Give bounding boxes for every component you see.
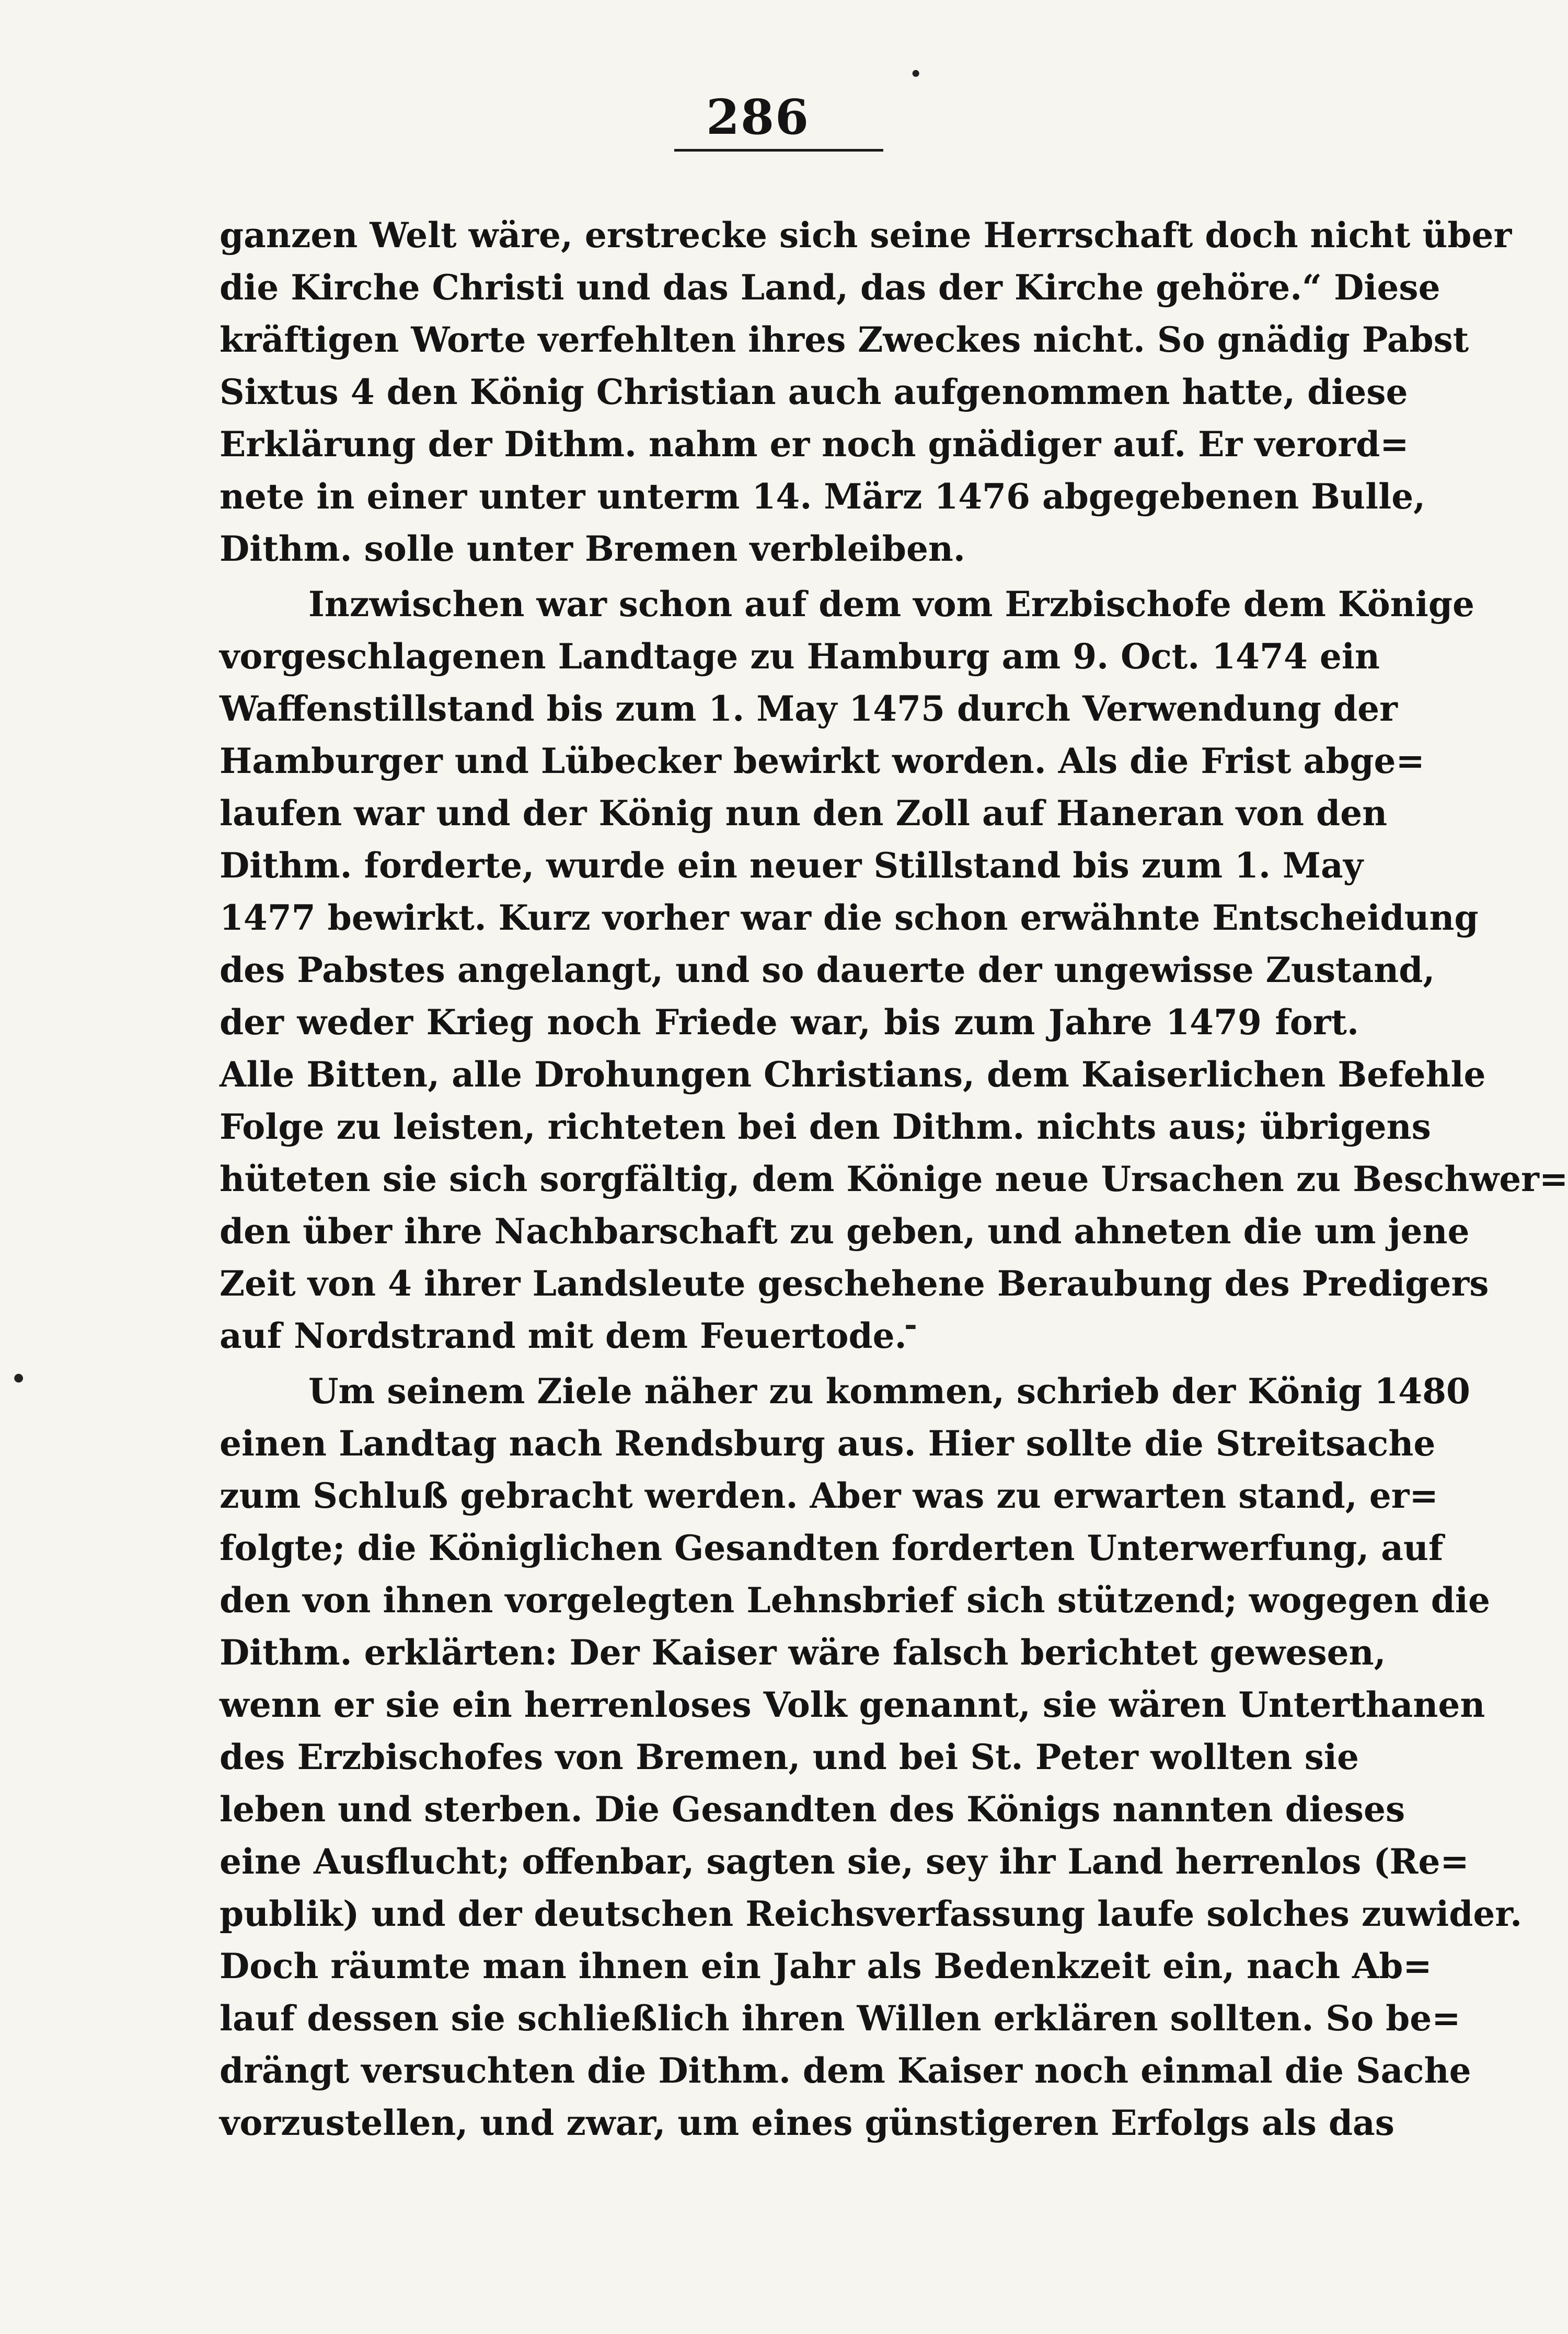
text-line: Dithm. erklärten: Der Kaiser wäre falsch berichtet gewesen, — [220, 1632, 1386, 1673]
text-line: Dithm. forderte, wurde ein neuer Stillstand bis zum 1. May — [220, 845, 1364, 886]
text-line: ganzen Welt wäre, erstrecke sich seine Herrschaft doch nicht über — [220, 215, 1512, 256]
text-line: drängt versuchten die Dithm. dem Kaiser noch einmal die Sache — [220, 2050, 1471, 2091]
text-line: vorzustellen, und zwar, um eines günstigeren Erfolgs als das — [220, 2102, 1394, 2143]
text-line: hüteten sie sich sorgfältig, dem Könige neue Ursachen zu Beschwer= — [220, 1159, 1568, 1199]
text-line: publik) und der deutschen Reichsverfassung laufe solches zuwider. — [220, 1893, 1523, 1934]
text-line: des Erzbischofes von Bremen, und bei St. Peter wollten sie — [220, 1737, 1359, 1777]
stray-mark: . — [10, 1338, 27, 1393]
text-line: den von ihnen vorgelegten Lehnsbrief sich stützend; wogegen die — [220, 1580, 1490, 1621]
text-line: auf Nordstrand mit dem Feuertode. — [220, 1315, 907, 1356]
stray-mark: . — [909, 42, 923, 85]
text-line: 1477 bewirkt. Kurz vorher war die schon erwähnte Entscheidung — [220, 897, 1479, 938]
text-line: nete in einer unter unterm 14. März 1476 abgegebenen Bulle, — [220, 476, 1426, 517]
text-line: des Pabstes angelangt, und so dauerte der ungewisse Zustand, — [220, 950, 1435, 990]
text-line: kräftigen Worte verfehlten ihres Zweckes nicht. So gnädig Pabst — [220, 319, 1469, 360]
text-line: lauf dessen sie schließlich ihren Willen erklären sollten. So be= — [220, 1998, 1461, 2039]
text-line: Waffenstillstand bis zum 1. May 1475 durch Verwendung der — [220, 688, 1398, 729]
text-line: Folge zu leisten, richteten bei den Dithm. nichts aus; übrigens — [220, 1106, 1431, 1147]
text-line: die Kirche Christi und das Land, das der Kirche gehöre.“ Diese — [220, 267, 1440, 308]
text-line: folgte; die Königlichen Gesandten forderten Unterwerfung, auf — [220, 1528, 1444, 1568]
paragraph — [220, 209, 1512, 575]
paragraph — [220, 1365, 1523, 2149]
text-line: wenn er sie ein herrenloses Volk genannt, sie wären Unterthanen — [220, 1684, 1485, 1725]
stray-mark: - — [904, 1307, 917, 1343]
text-line: einen Landtag nach Rendsburg aus. Hier sollte die Streitsache — [220, 1423, 1436, 1464]
text-line: der weder Krieg noch Friede war, bis zum Jahre 1479 fort. — [220, 1002, 1359, 1043]
text-line: den über ihre Nachbarschaft zu geben, und ahneten die um jene — [220, 1211, 1470, 1252]
text-line: Erklärung der Dithm. nahm er noch gnädiger auf. Er verord= — [220, 424, 1409, 465]
text-line: Sixtus 4 den König Christian auch aufgenommen hatte, diese — [220, 372, 1408, 412]
body-text — [220, 209, 1568, 2149]
text-line: Um seinem Ziele näher zu kommen, schrieb der König 1480 — [308, 1371, 1470, 1412]
text-line: vorgeschlagenen Landtage zu Hamburg am 9. Oct. 1474 ein — [220, 636, 1380, 677]
text-line: Doch räumte man ihnen ein Jahr als Bedenkzeit ein, nach Ab= — [220, 1946, 1432, 1986]
text-line: zum Schluß gebracht werden. Aber was zu erwarten stand, er= — [220, 1475, 1438, 1516]
header-rule — [674, 149, 883, 152]
paragraph — [220, 578, 1568, 1362]
text-line: leben und sterben. Die Gesandten des Königs nannten dieses — [220, 1789, 1405, 1830]
page-number: 286 — [706, 89, 810, 145]
text-line: Dithm. solle unter Bremen verbleiben. — [220, 528, 965, 569]
text-line: eine Ausflucht; offenbar, sagten sie, sey ihr Land herrenlos (Re= — [220, 1841, 1469, 1882]
text-line: Hamburger und Lübecker bewirkt worden. Als die Frist abge= — [220, 741, 1425, 781]
text-line: Alle Bitten, alle Drohungen Christians, dem Kaiserlichen Befehle — [220, 1054, 1486, 1095]
text-line: Zeit von 4 ihrer Landsleute geschehene Beraubung des Predigers — [220, 1263, 1489, 1304]
text-line: Inzwischen war schon auf dem vom Erzbischofe dem Könige — [308, 584, 1474, 625]
text-line: laufen war und der König nun den Zoll auf Haneran von den — [220, 793, 1388, 834]
